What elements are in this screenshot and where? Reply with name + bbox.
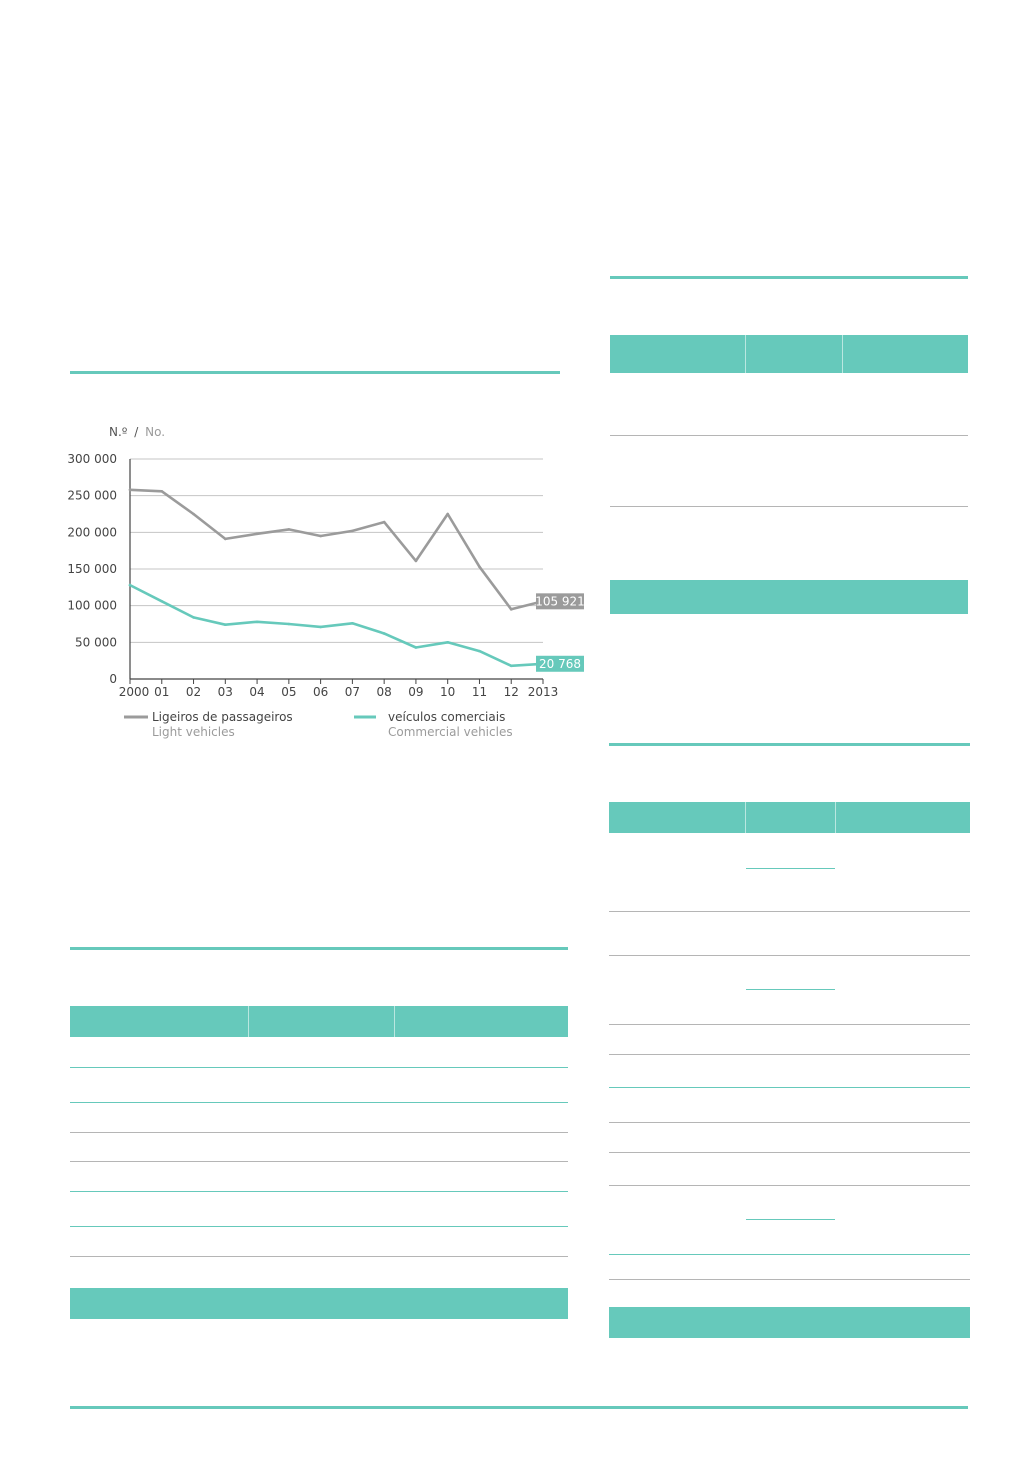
right-table-2-sub-rule [746, 989, 835, 990]
page-bottom-rule [70, 1406, 968, 1409]
left-table-row-rule [70, 1067, 568, 1068]
series-line-commercial-vehicles [130, 585, 543, 666]
x-tick-label: 06 [312, 685, 329, 699]
legend-label-commercial-vehicles: veículos comerciais [388, 710, 506, 724]
data-point [383, 632, 386, 635]
x-tick-label: 04 [249, 685, 265, 699]
right-table-2-row-rule [609, 1254, 970, 1255]
legend-label-commercial-vehicles-en: Commercial vehicles [388, 725, 513, 739]
right-table-2-sub-rule [746, 1219, 835, 1220]
right-table-2-footer-band [609, 1307, 970, 1338]
data-point [288, 623, 291, 626]
left-table-row-rule [70, 1102, 568, 1103]
legend [124, 710, 513, 739]
left-table-row-rule [70, 1161, 568, 1162]
right-table-2-row-rule [609, 1024, 970, 1025]
right-table-2-sub-rule [746, 868, 835, 869]
data-point [129, 584, 132, 587]
y-tick-label: 50 000 [75, 635, 117, 650]
left-table-row-rule [70, 1256, 568, 1257]
data-point [256, 533, 259, 536]
right-table-2-row-rule [609, 1152, 970, 1153]
left-table-top-rule [70, 947, 568, 950]
x-tick-label: 2013 [527, 685, 559, 699]
left-table-row-rule [70, 1191, 568, 1192]
series-layer [129, 489, 545, 668]
x-tick-label: 12 [503, 685, 519, 699]
right-table-2-row-rule [609, 955, 970, 956]
data-point [129, 489, 132, 492]
y-unit-label-pt: N.º [109, 425, 128, 439]
left-table-header-band [70, 1006, 568, 1037]
data-point [510, 608, 513, 611]
data-point [510, 665, 513, 668]
x-tick-label: 10 [440, 685, 456, 699]
data-point [446, 513, 449, 516]
y-tick-label: 100 000 [67, 598, 117, 613]
y-unit-label [109, 425, 165, 439]
data-point [160, 490, 163, 493]
data-point [160, 600, 163, 603]
data-point [319, 535, 322, 538]
data-point [351, 530, 354, 533]
right-table-2-header-band [609, 802, 970, 833]
legend-label-light-vehicles-en: Light vehicles [152, 725, 235, 739]
data-point [192, 616, 195, 619]
left-table-row-rule [70, 1226, 568, 1227]
data-point [446, 641, 449, 644]
right-table-2-row-rule [609, 1122, 970, 1123]
data-point [192, 513, 195, 516]
data-point [351, 622, 354, 625]
y-tick-label: 250 000 [67, 488, 117, 503]
data-point [415, 560, 418, 563]
data-point [383, 521, 386, 524]
legend-label-light-vehicles: Ligeiros de passageiros [152, 710, 293, 724]
y-tick-label: 200 000 [67, 525, 117, 540]
end-label: 20 768 [539, 656, 581, 671]
x-tick-label: 03 [217, 685, 233, 699]
data-point [478, 650, 481, 653]
data-point [288, 528, 291, 531]
series-line-light-vehicles [130, 490, 543, 610]
x-tick-label: 07 [344, 685, 361, 699]
x-tick-label: 2000 [118, 685, 150, 699]
y-unit-label-en: No. [145, 425, 166, 439]
y-unit-separator: / [134, 425, 139, 439]
right-table-2-row-rule [609, 1185, 970, 1186]
right-table-2-row-rule [609, 1054, 970, 1055]
x-tick-label: 02 [185, 685, 202, 699]
data-point [256, 621, 259, 624]
y-tick-label: 0 [109, 672, 117, 686]
label-layer [535, 593, 585, 671]
data-point [319, 626, 322, 629]
x-tick-label: 08 [376, 685, 392, 699]
y-tick-label: 300 000 [67, 452, 117, 466]
grid-layer [130, 459, 543, 642]
y-tick-label: 150 000 [67, 562, 117, 576]
x-tick-label: 09 [408, 685, 424, 699]
right-table-2-row-rule [609, 1087, 970, 1088]
x-tick-label: 01 [154, 685, 170, 699]
data-point [224, 623, 227, 626]
data-point [415, 646, 418, 649]
left-table-row-rule [70, 1132, 568, 1133]
left-table-footer-band [70, 1288, 568, 1319]
right-table-2-row-rule [609, 1279, 970, 1280]
data-point [478, 566, 481, 569]
right-table-2-row-rule [609, 911, 970, 912]
x-tick-label: 11 [471, 685, 488, 699]
end-label: 105 921 [535, 594, 585, 609]
data-point [224, 538, 227, 541]
x-tick-label: 05 [281, 685, 297, 699]
